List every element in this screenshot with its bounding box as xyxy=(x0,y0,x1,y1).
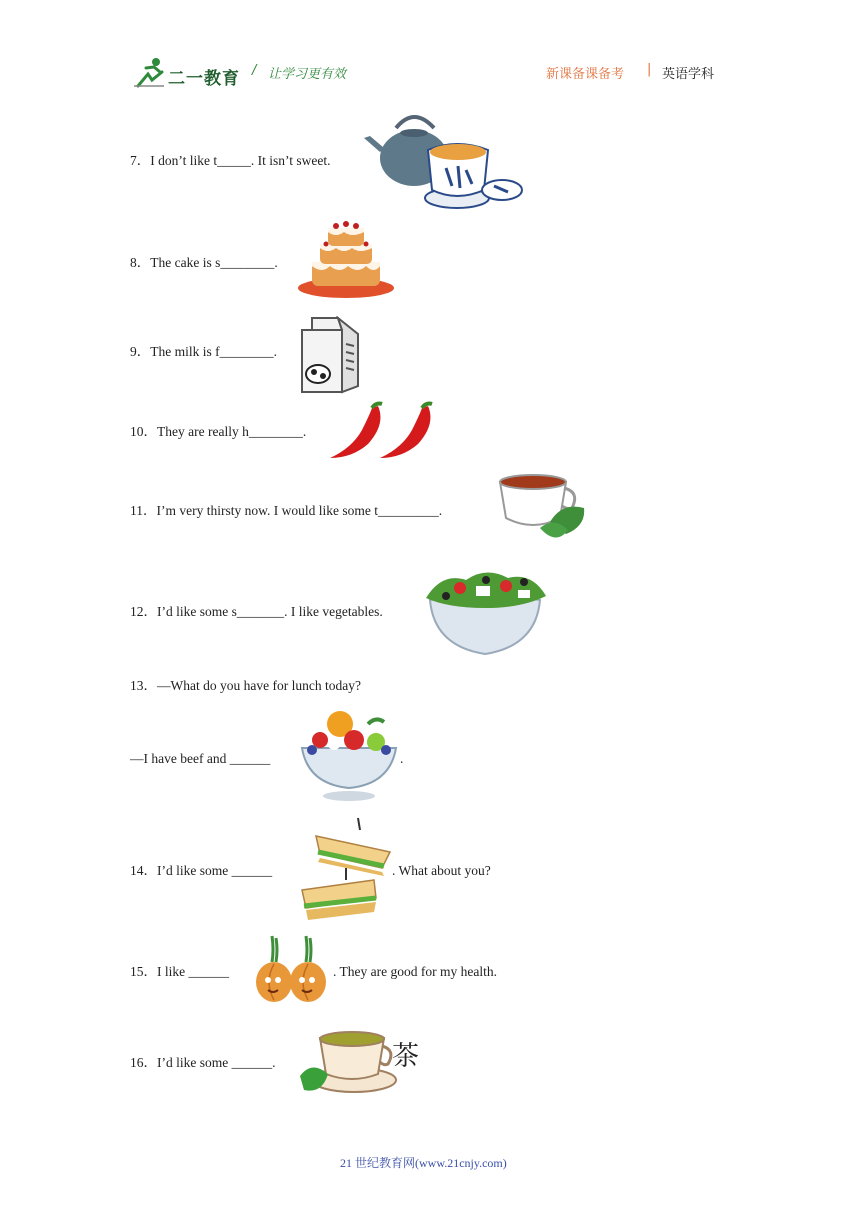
salad-bowl-icon xyxy=(422,564,548,656)
question-16-text: 16．I’d like some ______. xyxy=(130,1055,276,1070)
logo-runner-icon xyxy=(132,56,166,88)
question-7-text: 7．I don’t like t_____. It isn’t sweet. xyxy=(130,153,331,168)
question-14-text-after: . What about you? xyxy=(392,863,491,878)
question-14-text-before: 14．I’d like some ______ xyxy=(130,863,273,878)
layer-cake-icon xyxy=(296,220,396,300)
tea-cup-with-mint-icon xyxy=(496,468,594,548)
question-11-text: 11．I’m very thirsty now. I would like some t_________. xyxy=(130,503,443,518)
question-9-text: 9．The milk is f________. xyxy=(130,344,277,359)
question-15-text-before: 15．I like ______ xyxy=(130,964,229,979)
header-separator: | xyxy=(647,62,652,77)
sandwiches-icon xyxy=(298,816,392,926)
header-slash: / xyxy=(252,63,257,78)
tea-chinese-label: 茶 xyxy=(392,1041,419,1072)
fruit-salad-bowl-icon xyxy=(298,710,400,802)
onions-icon xyxy=(252,934,332,1010)
question-8-text: 8．The cake is s________. xyxy=(130,255,278,270)
header-slogan: 让学习更有效 xyxy=(268,67,347,82)
question-12-text: 12．I’d like some s_______. I like vegetables. xyxy=(130,604,383,619)
chili-peppers-icon xyxy=(328,400,438,462)
question-13-text: 13．—What do you have for lunch today? xyxy=(130,678,361,693)
answer-13-text-after: . xyxy=(400,751,404,766)
question-10-text: 10．They are really h________. xyxy=(130,424,307,439)
teapot-and-tea-cup-icon xyxy=(362,108,528,214)
milk-carton-icon xyxy=(298,316,362,394)
page-footer: 21 世纪教育网(www.21cnjy.com) xyxy=(340,1156,507,1170)
answer-13-text-before: —I have beef and ______ xyxy=(130,751,271,766)
header-course-label: 新课备课备考 xyxy=(546,67,625,82)
logo-text: 二一教育 xyxy=(168,69,240,88)
header-subject: 英语学科 xyxy=(662,67,715,82)
question-15-text-after: . They are good for my health. xyxy=(333,964,497,979)
header xyxy=(0,0,860,100)
green-tea-cup-icon xyxy=(298,1024,402,1098)
